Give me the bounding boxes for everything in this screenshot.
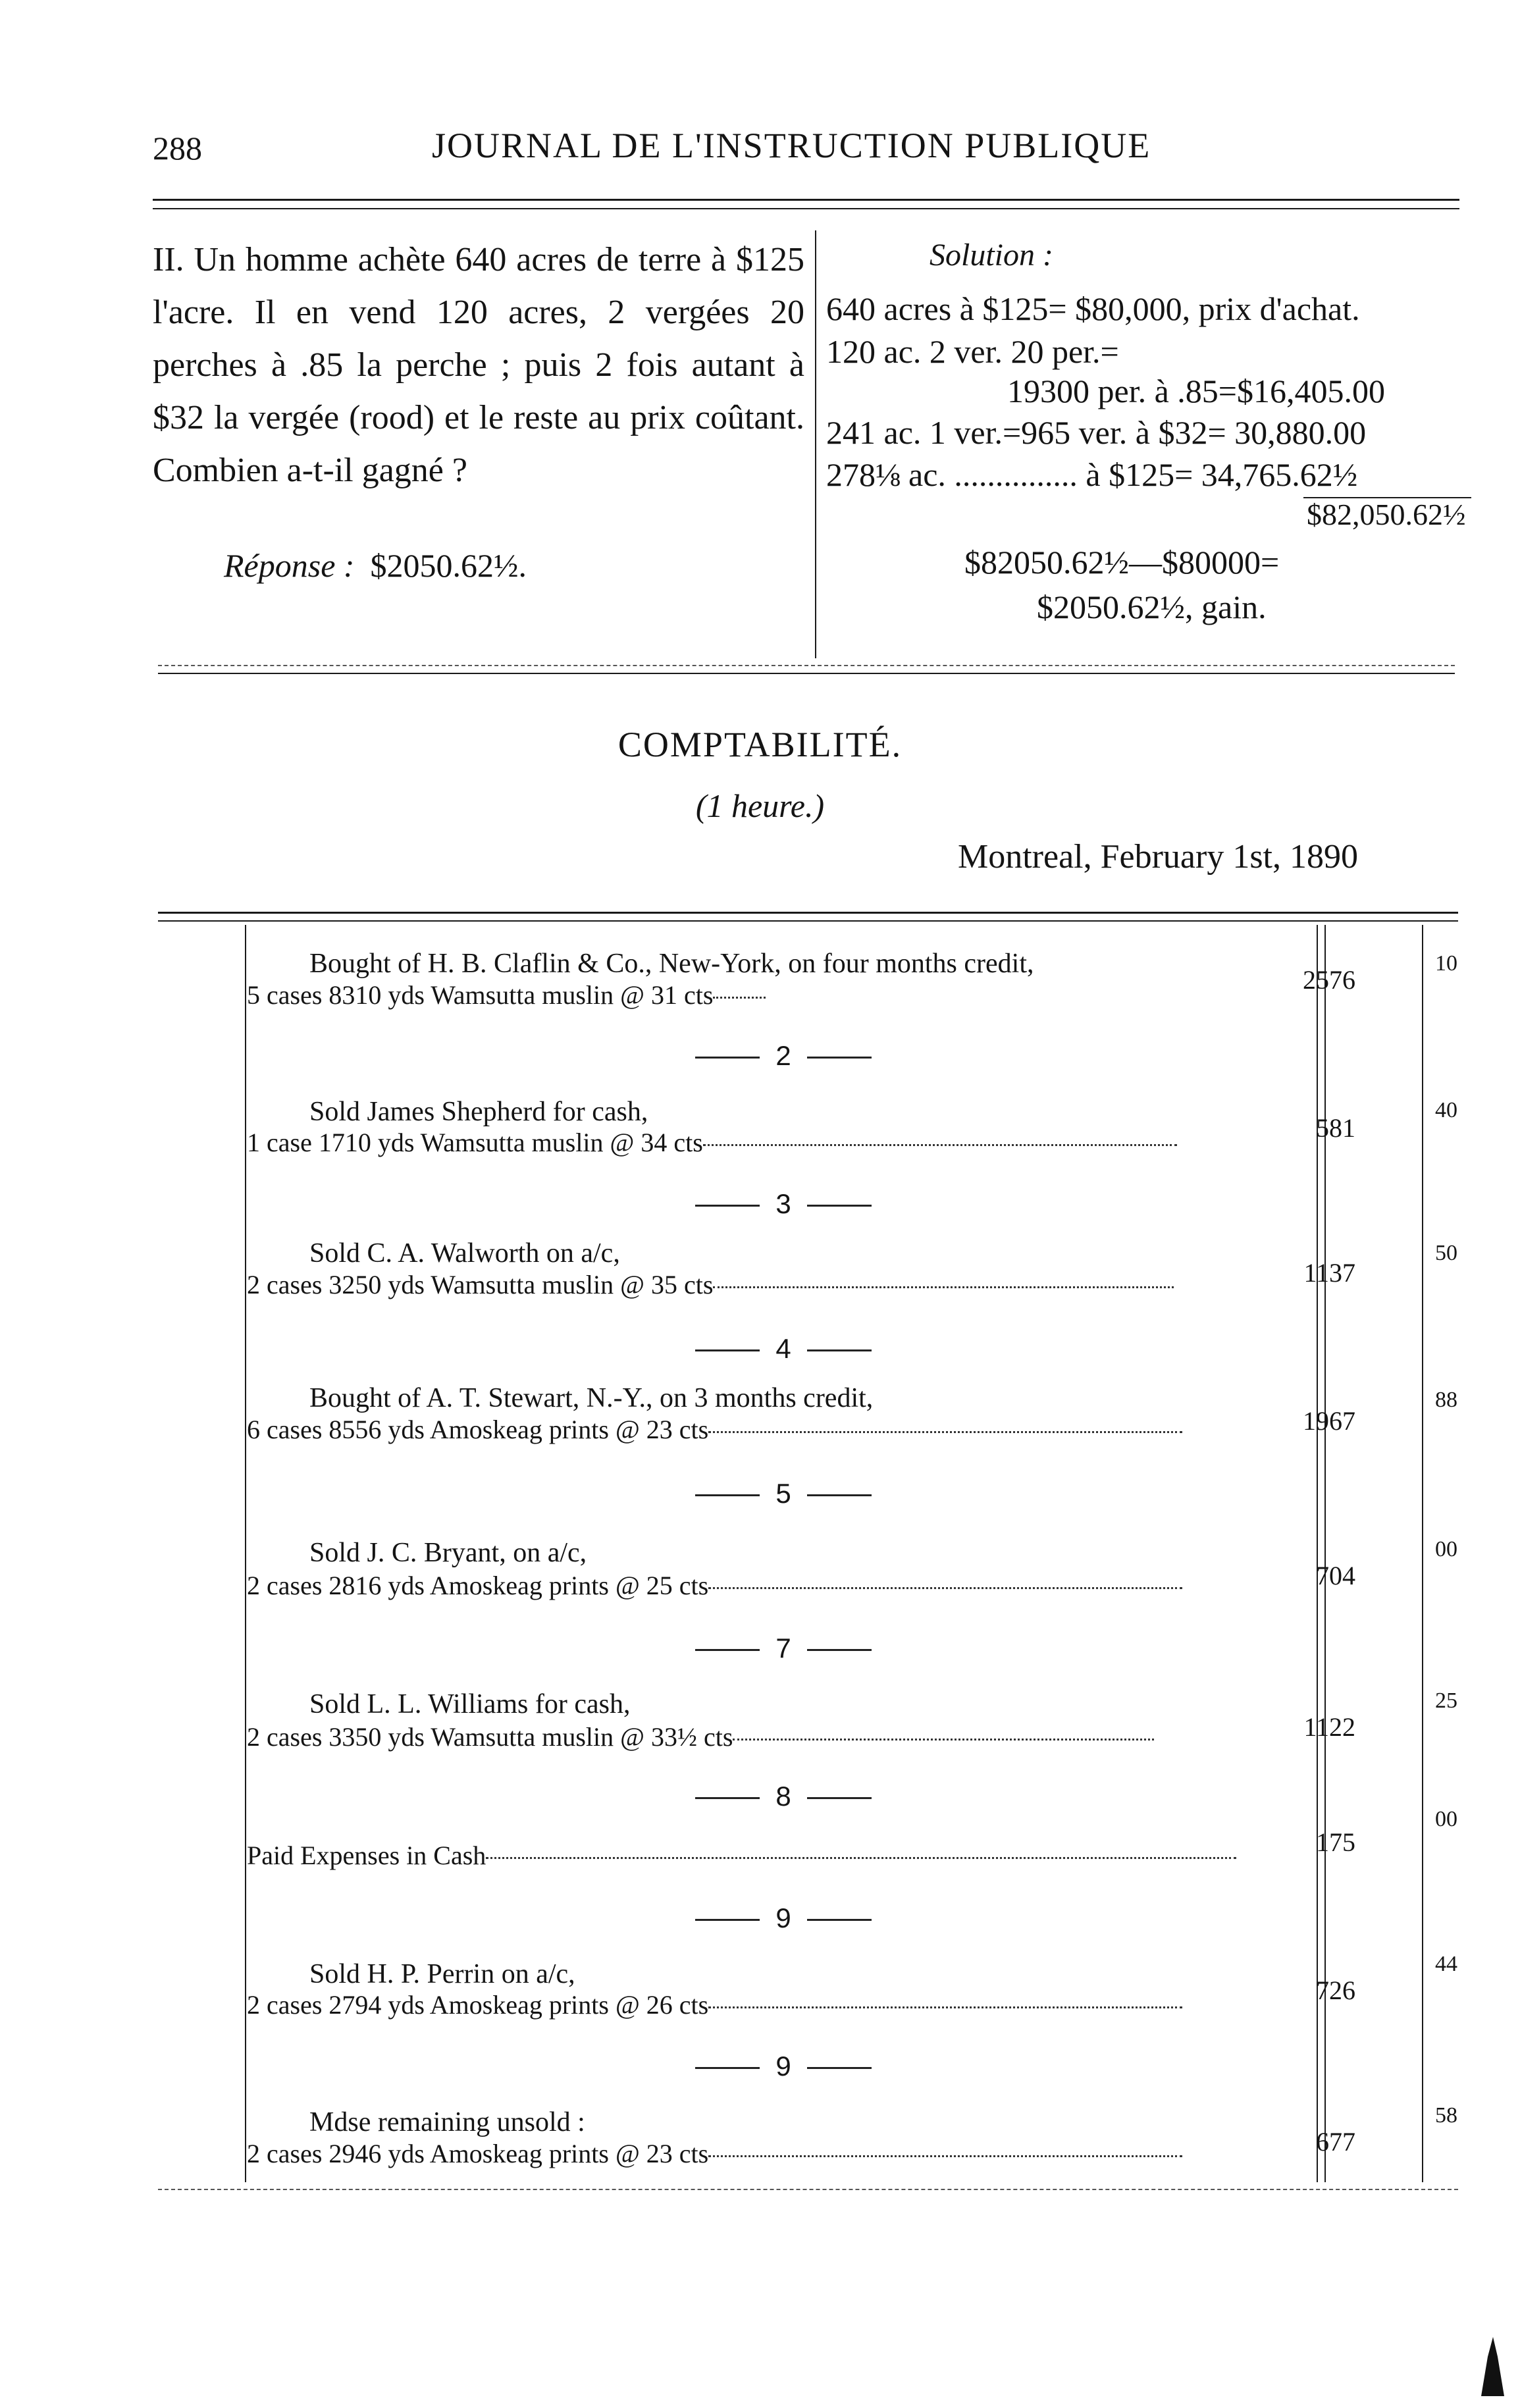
entry-3-dollars: 1137 — [1303, 1258, 1355, 1288]
entry-9-dollars: 677 — [1316, 2127, 1355, 2157]
section-divider — [158, 665, 1455, 666]
entry-6-cents: 25 — [1435, 1688, 1457, 1713]
entry-2-detail: 1 case 1710 yds Wamsutta muslin @ 34 cts — [247, 1127, 1177, 1158]
entry-1-dollars: 2576 — [1303, 965, 1355, 995]
entry-4-cents: 88 — [1435, 1388, 1457, 1412]
solution-line-2: 120 ac. 2 ver. 20 per.= — [826, 333, 1119, 370]
entry-9-description: Mdse remaining unsold : — [309, 2107, 585, 2137]
entry-2-description: Sold James Shepherd for cash, — [309, 1097, 648, 1127]
day-separator: 7 — [652, 1633, 915, 1664]
entry-7-detail: Paid Expenses in Cash — [247, 1840, 1236, 1871]
amount-rule-3 — [1422, 925, 1423, 2182]
day-separator: 9 — [652, 2051, 915, 2082]
day-separator: 2 — [652, 1040, 915, 1072]
answer-value: $2050.62½. — [370, 547, 527, 584]
entry-9-cents: 58 — [1435, 2103, 1457, 2128]
problem-answer — [224, 546, 527, 585]
left-margin-rule — [245, 925, 246, 2182]
entry-8-description: Sold H. P. Perrin on a/c, — [309, 1959, 575, 1989]
solution-line-4: 241 ac. 1 ver.=965 ver. à $32= 30,880.00 — [826, 414, 1367, 451]
section-divider-solid — [158, 673, 1455, 674]
answer-label: Réponse : — [224, 547, 355, 584]
header-rule — [153, 199, 1459, 201]
entry-4-dollars: 1967 — [1303, 1406, 1355, 1436]
entry-1-description: Bought of H. B. Claflin & Co., New-York, on four months credit, — [309, 949, 1034, 979]
solution-line-3: 19300 per. à .85=$16,405.00 — [1007, 373, 1385, 409]
day-separator: 5 — [652, 1478, 915, 1509]
entry-3-detail: 2 cases 3250 yds Wamsutta muslin @ 35 cts — [247, 1269, 1174, 1300]
entry-8-dollars: 726 — [1316, 1976, 1355, 2005]
header-rule-thin — [153, 208, 1459, 209]
solution-line-1: 640 acres à $125= $80,000, prix d'achat. — [826, 290, 1360, 327]
solution-line-8: $2050.62½, gain. — [1037, 589, 1267, 625]
entry-5-detail: 2 cases 2816 yds Amoskeag prints @ 25 cts — [247, 1570, 1182, 1601]
entry-8-detail: 2 cases 2794 yds Amoskeag prints @ 26 cts — [247, 1989, 1182, 2020]
solution-line-5: 278⅛ ac. ............... à $125= 34,765.62½ — [826, 456, 1358, 493]
entry-7-cents: 00 — [1435, 1807, 1457, 1831]
entry-1-cents: 10 — [1435, 951, 1457, 976]
section-duration: (1 heure.) — [695, 787, 825, 824]
column-divider — [815, 230, 816, 658]
entry-3-description: Sold C. A. Walworth on a/c, — [309, 1238, 620, 1269]
solution-title: Solution : — [930, 238, 1053, 273]
problem-text: II. Un homme achète 640 acres de terre à $125 l'acre. Il en vend 120 acres, 2 vergées 20 perches à .85 la perche ; puis 2 fois autant à $32 la vergée (rood) et le reste au prix coûtant. Combien a-t-il gagné ? — [153, 241, 804, 489]
entry-9-detail: 2 cases 2946 yds Amoskeag prints @ 23 cts — [247, 2138, 1182, 2169]
entry-6-description: Sold L. L. Williams for cash, — [309, 1689, 631, 1719]
section-title: COMPTABILITÉ. — [617, 725, 903, 764]
day-separator: 4 — [652, 1333, 915, 1365]
entry-2-dollars: 581 — [1316, 1113, 1355, 1143]
entry-5-cents: 00 — [1435, 1537, 1457, 1561]
day-separator: 3 — [652, 1188, 915, 1220]
journal-date: Montreal, February 1st, 1890 — [958, 838, 1359, 876]
journal-title: JOURNAL DE L'INSTRUCTION PUBLIQUE — [432, 126, 1151, 165]
solution-sum: $82,050.62½ — [1307, 498, 1466, 531]
page-number: 288 — [153, 130, 202, 167]
bottom-dashed-rule — [158, 2189, 1458, 2190]
solution-line-7: $82050.62½—$80000= — [964, 544, 1280, 581]
entry-8-cents: 44 — [1435, 1952, 1457, 1976]
journal-top-rule — [158, 912, 1458, 914]
entry-7-dollars: 175 — [1316, 1827, 1355, 1857]
entry-6-dollars: 1122 — [1303, 1712, 1355, 1742]
day-separator: 8 — [652, 1781, 915, 1812]
entry-1-detail: 5 cases 8310 yds Wamsutta muslin @ 31 cts — [247, 980, 766, 1010]
entry-5-dollars: 704 — [1316, 1561, 1355, 1590]
day-separator: 9 — [652, 1902, 915, 1934]
journal-top-rule-thin — [158, 920, 1458, 922]
entry-2-cents: 40 — [1435, 1098, 1457, 1122]
entry-4-detail: 6 cases 8556 yds Amoskeag prints @ 23 cts — [247, 1414, 1182, 1445]
scan-artifact-icon — [1468, 2330, 1507, 2396]
entry-3-cents: 50 — [1435, 1241, 1457, 1265]
entry-4-description: Bought of A. T. Stewart, N.-Y., on 3 months credit, — [309, 1383, 874, 1413]
entry-6-detail: 2 cases 3350 yds Wamsutta muslin @ 33½ cts — [247, 1721, 1154, 1752]
entry-5-description: Sold J. C. Bryant, on a/c, — [309, 1538, 587, 1568]
